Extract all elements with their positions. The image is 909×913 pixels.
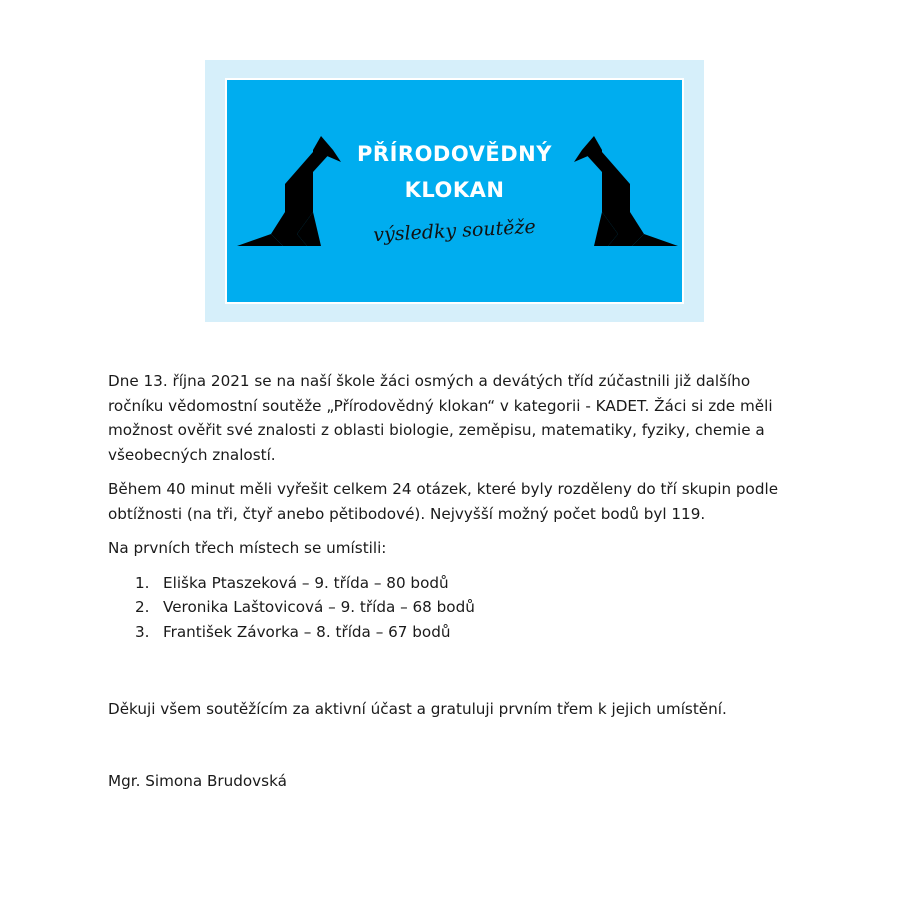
list-item xyxy=(108,595,808,620)
banner xyxy=(225,78,684,304)
list-item-text: František Závorka – 8. třída – 67 bodů xyxy=(163,622,451,641)
list-item xyxy=(108,571,808,596)
list-item-number: 1. xyxy=(135,573,150,592)
list-item-number: 3. xyxy=(135,622,150,641)
winners-list xyxy=(108,571,808,645)
banner-title-line2: KLOKAN xyxy=(404,178,505,202)
intro-paragraph: Dne 13. října 2021 se na naší škole žáci osmých a devátých tříd zúčastnili již dalšího ročníku vědomostní soutěže „Přírodovědný klokan“ v kategorii - KADET. Žáci si zde měli možnost ověřit své znalosti z oblasti biologie, zeměpisu, matematiky, fyziky, chemie a všeobecných znalostí. xyxy=(108,372,773,464)
banner-subtitle: výsledky soutěže xyxy=(372,215,537,247)
list-item xyxy=(108,620,808,645)
list-item-text: Eliška Ptaszeková – 9. třída – 80 bodů xyxy=(163,573,449,592)
list-item-text: Veronika Laštovicová – 9. třída – 68 bodů xyxy=(163,598,475,616)
banner-frame xyxy=(205,60,704,322)
list-item-number: 2. xyxy=(135,598,150,616)
places-heading: Na prvních třech místech se umístili: xyxy=(108,539,387,557)
article-body xyxy=(108,369,808,644)
thanks-paragraph: Děkuji všem soutěžícím za aktivní účast a gratuluji prvním třem k jejich umístění. xyxy=(108,700,727,718)
signature: Mgr. Simona Brudovská xyxy=(108,772,287,790)
banner-title-line1: PŘÍRODOVĚDNÝ xyxy=(357,142,552,166)
competition-paragraph: Během 40 minut měli vyřešit celkem 24 otázek, které byly rozděleny do tří skupin podle obtížnosti (na tři, čtyř anebo pětibodové). Nejvyšší možný počet bodů byl 119. xyxy=(108,480,779,523)
